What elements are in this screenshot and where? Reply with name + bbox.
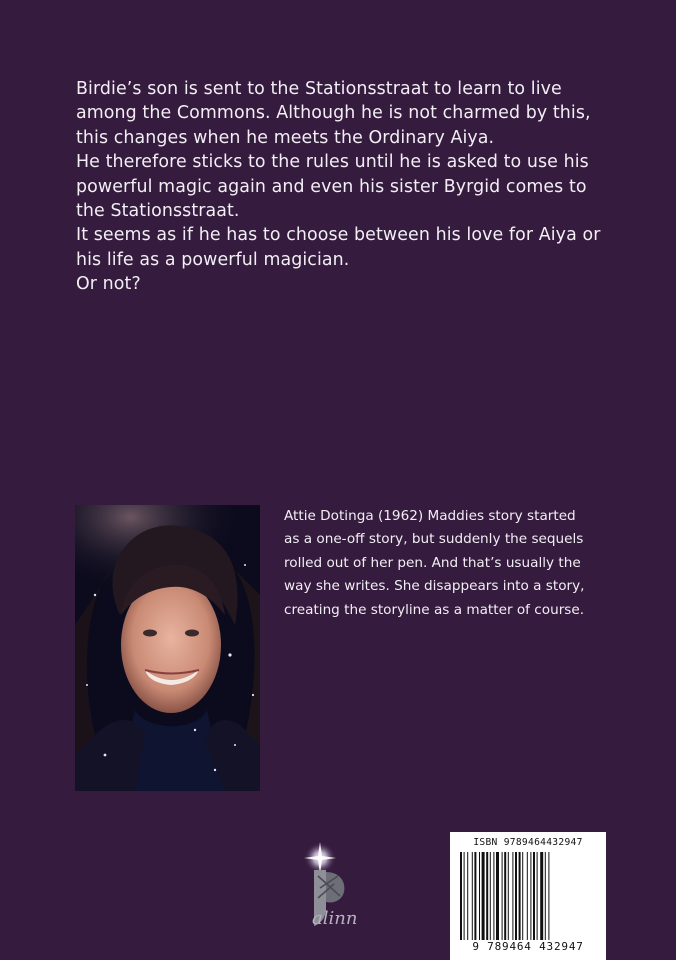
barcode-bar bbox=[530, 852, 531, 940]
publisher-logo bbox=[274, 838, 380, 948]
blurb-line: this changes when he meets the Ordinary Aiya. bbox=[76, 127, 495, 148]
barcode-bar bbox=[515, 852, 517, 940]
barcode-bar bbox=[537, 852, 538, 940]
palinn-logo-icon bbox=[274, 838, 380, 948]
barcode-bar bbox=[545, 852, 546, 940]
author-portrait-image bbox=[75, 505, 260, 791]
blurb-line: among the Commons. Although he is not charmed by this, bbox=[76, 103, 591, 124]
barcode-bar bbox=[496, 852, 499, 940]
barcode-bar bbox=[540, 852, 543, 940]
barcode-bar bbox=[472, 852, 473, 940]
barcode-bar bbox=[482, 852, 485, 940]
blurb-line: Birdie’s son is sent to the Stationsstraat to learn to live bbox=[76, 79, 562, 99]
barcode-bar bbox=[522, 852, 523, 940]
barcode-bar bbox=[548, 852, 549, 940]
barcode-digits: 9 789464 432947 bbox=[472, 940, 584, 953]
barcode-bar bbox=[464, 852, 465, 940]
author-bio bbox=[284, 505, 644, 622]
barcode-bar bbox=[533, 852, 535, 940]
author-photo bbox=[75, 505, 260, 791]
barcode-bar bbox=[493, 852, 494, 940]
barcode-bar bbox=[527, 852, 528, 940]
blurb-line: Or not? bbox=[76, 274, 141, 295]
barcode-bar bbox=[479, 852, 480, 940]
publisher-logo-text: alinn bbox=[312, 908, 358, 929]
barcode-bar bbox=[508, 852, 509, 940]
back-cover-blurb bbox=[76, 77, 636, 297]
bio-line: rolled out of her pen. And that’s usually the bbox=[284, 554, 581, 571]
barcode-bar bbox=[502, 852, 503, 940]
barcode-bar bbox=[512, 852, 513, 940]
blurb-line: He therefore sticks to the rules until he is asked to use his bbox=[76, 152, 589, 173]
blurb-line: his life as a powerful magician. bbox=[76, 249, 350, 270]
bio-line: Attie Dotinga (1962) Maddies story started bbox=[284, 508, 576, 524]
bio-line: way she writes. She disappears into a story, bbox=[284, 578, 585, 595]
isbn-barcode bbox=[450, 832, 606, 960]
bio-line: as a one-off story, but suddenly the sequels bbox=[284, 531, 584, 548]
barcode-bar bbox=[460, 852, 462, 940]
isbn-label: ISBN 9789464432947 bbox=[473, 837, 583, 848]
barcode-bar bbox=[504, 852, 506, 940]
barcode-bar bbox=[467, 852, 468, 940]
barcode-bar bbox=[519, 852, 521, 940]
barcode-icon bbox=[460, 852, 596, 940]
barcode-bar bbox=[474, 852, 476, 940]
blurb-line: powerful magic again and even his sister Byrgid comes to bbox=[76, 176, 587, 197]
blurb-line: It seems as if he has to choose between his love for Aiya or bbox=[76, 225, 601, 246]
barcode-bar bbox=[486, 852, 488, 940]
blurb-line: the Stationsstraat. bbox=[76, 201, 240, 222]
barcode-bar bbox=[490, 852, 491, 940]
bio-line: creating the storyline as a matter of course. bbox=[284, 601, 585, 618]
